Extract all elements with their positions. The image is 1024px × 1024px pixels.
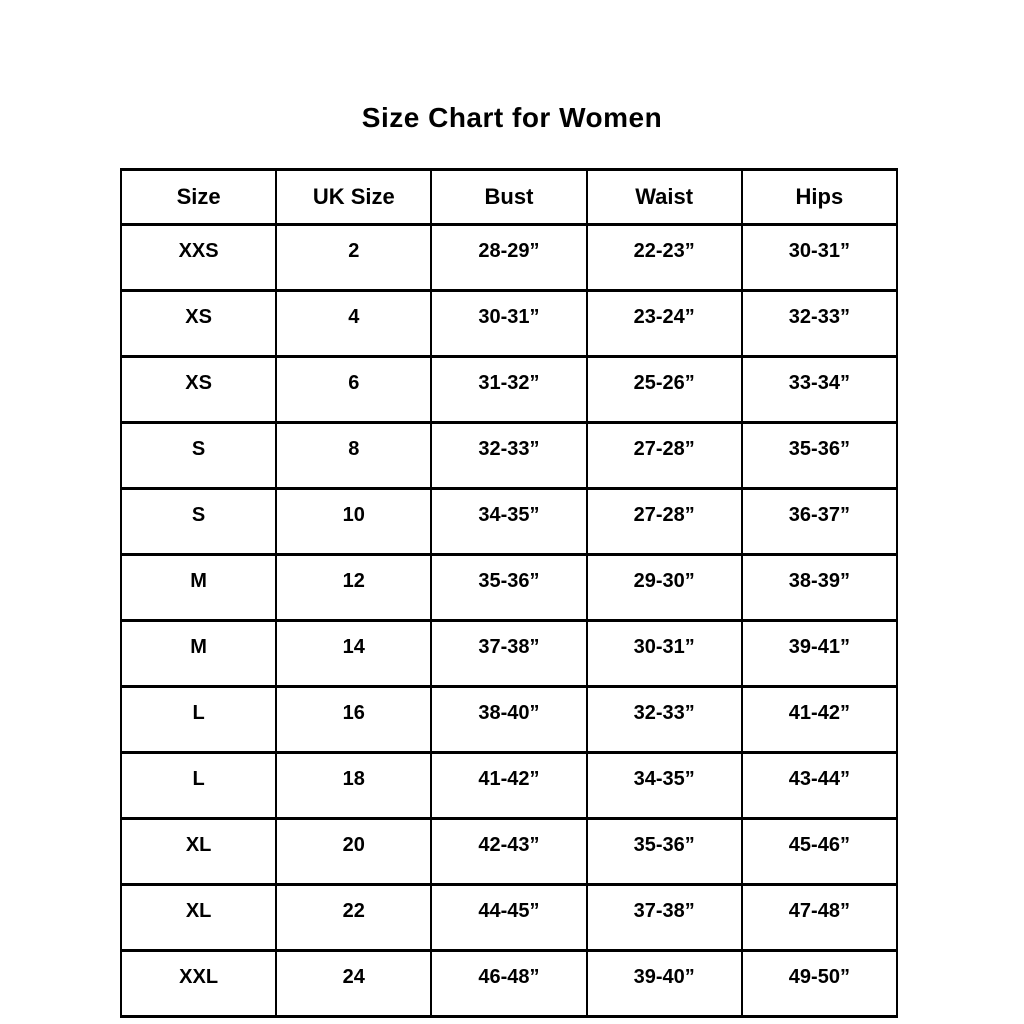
- table-cell: 37-38”: [431, 621, 586, 687]
- table-cell: 41-42”: [431, 753, 586, 819]
- table-cell: L: [121, 687, 276, 753]
- column-header: Waist: [587, 170, 742, 225]
- size-chart-table: [120, 168, 898, 1018]
- table-cell: 38-39”: [742, 555, 897, 621]
- table-row: [121, 357, 897, 423]
- table-cell: M: [121, 555, 276, 621]
- table-cell: L: [121, 753, 276, 819]
- column-header: Hips: [742, 170, 897, 225]
- table-cell: 43-44”: [742, 753, 897, 819]
- table-cell: 44-45”: [431, 885, 586, 951]
- table-cell: 27-28”: [587, 489, 742, 555]
- table-row: [121, 753, 897, 819]
- table-cell: 32-33”: [587, 687, 742, 753]
- table-cell: XL: [121, 819, 276, 885]
- table-cell: 14: [276, 621, 431, 687]
- table-cell: 31-32”: [431, 357, 586, 423]
- table-cell: 35-36”: [742, 423, 897, 489]
- table-cell: 2: [276, 225, 431, 291]
- column-header: UK Size: [276, 170, 431, 225]
- table-cell: 25-26”: [587, 357, 742, 423]
- table-cell: S: [121, 489, 276, 555]
- table-cell: 46-48”: [431, 951, 586, 1017]
- table-cell: 37-38”: [587, 885, 742, 951]
- column-header: Size: [121, 170, 276, 225]
- table-cell: 22: [276, 885, 431, 951]
- table-cell: 34-35”: [431, 489, 586, 555]
- table-cell: 35-36”: [431, 555, 586, 621]
- table-row: [121, 621, 897, 687]
- table-cell: 47-48”: [742, 885, 897, 951]
- table-cell: 23-24”: [587, 291, 742, 357]
- table-row: [121, 951, 897, 1017]
- table-cell: 10: [276, 489, 431, 555]
- table-row: [121, 423, 897, 489]
- table-cell: 6: [276, 357, 431, 423]
- table-cell: 34-35”: [587, 753, 742, 819]
- table-cell: 32-33”: [431, 423, 586, 489]
- table-cell: 38-40”: [431, 687, 586, 753]
- table-cell: 22-23”: [587, 225, 742, 291]
- table-cell: XXL: [121, 951, 276, 1017]
- table-row: [121, 225, 897, 291]
- table-cell: 39-41”: [742, 621, 897, 687]
- table-cell: XL: [121, 885, 276, 951]
- table-cell: 39-40”: [587, 951, 742, 1017]
- table-row: [121, 687, 897, 753]
- table-row: [121, 489, 897, 555]
- table-cell: 12: [276, 555, 431, 621]
- table-cell: M: [121, 621, 276, 687]
- table-row: [121, 291, 897, 357]
- table-row: [121, 819, 897, 885]
- table-cell: 42-43”: [431, 819, 586, 885]
- table-cell: XS: [121, 357, 276, 423]
- table-body: [121, 225, 897, 1017]
- column-header: Bust: [431, 170, 586, 225]
- table-cell: 4: [276, 291, 431, 357]
- table-cell: 36-37”: [742, 489, 897, 555]
- table-cell: 16: [276, 687, 431, 753]
- table-cell: 35-36”: [587, 819, 742, 885]
- table-cell: 24: [276, 951, 431, 1017]
- table-cell: 30-31”: [742, 225, 897, 291]
- table-header-row: [121, 170, 897, 225]
- table-cell: 30-31”: [587, 621, 742, 687]
- table-cell: 30-31”: [431, 291, 586, 357]
- table-cell: XS: [121, 291, 276, 357]
- table-cell: 20: [276, 819, 431, 885]
- table-cell: 18: [276, 753, 431, 819]
- table-cell: 28-29”: [431, 225, 586, 291]
- table-cell: 8: [276, 423, 431, 489]
- table-cell: 29-30”: [587, 555, 742, 621]
- table-cell: XXS: [121, 225, 276, 291]
- table-cell: 33-34”: [742, 357, 897, 423]
- table-cell: 45-46”: [742, 819, 897, 885]
- table-cell: 32-33”: [742, 291, 897, 357]
- table-cell: 41-42”: [742, 687, 897, 753]
- page-title: Size Chart for Women: [361, 102, 663, 133]
- table-cell: S: [121, 423, 276, 489]
- table-cell: 27-28”: [587, 423, 742, 489]
- table-cell: 49-50”: [742, 951, 897, 1017]
- table-row: [121, 555, 897, 621]
- table-row: [121, 885, 897, 951]
